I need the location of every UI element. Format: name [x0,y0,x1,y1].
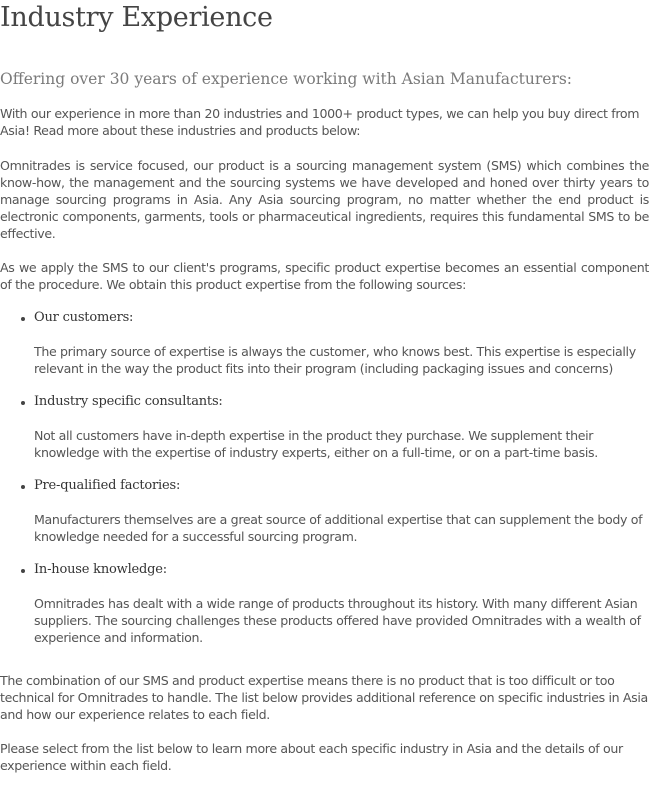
list-item [0,561,649,646]
list-item [0,477,649,545]
source-title: Our customers: [34,310,134,325]
combination-paragraph: The combination of our SMS and product expertise means there is no product that is too difficult or too technical for Omnitrades to handle. The list below provides additional reference on specific industries in Asia and how our experience relates to each field. [0,673,648,722]
bullet-icon [21,317,25,321]
select-paragraph: Please select from the list below to learn more about each specific industry in Asia and the details of our experience within each field. [0,741,623,773]
bullet-icon [21,485,25,489]
source-description: Manufacturers themselves are a great source of additional expertise that can supplement the body of knowledge needed for a successful sourcing program. [34,512,643,544]
apply-paragraph: As we apply the SMS to our client's programs, specific product expertise becomes an essential component of the procedure. We obtain this product expertise from the following sources: [0,260,649,292]
intro-paragraph: With our experience in more than 20 industries and 1000+ product types, we can help you buy direct from Asia! Read more about these industries and products below: [0,106,640,138]
source-title: Industry specific consultants: [34,394,223,409]
page-subtitle: Offering over 30 years of experience working with Asian Manufacturers: [0,70,573,88]
service-paragraph: Omnitrades is service focused, our product is a sourcing management system (SMS) which combines the know-how, the management and the sourcing systems we have developed and honed over thirty years to manage sourcing programs in Asia. Any Asia sourcing program, no matter whether the end product is electronic components, garments, tools or pharmaceutical ingredients, requires this fundamental SMS to be effective. [0,158,649,241]
expertise-sources-list [0,309,649,646]
list-item [0,309,649,377]
bullet-icon [21,401,25,405]
source-description: Not all customers have in-depth expertise in the product they purchase. We supplement their knowledge with the expertise of industry experts, either on a full-time, or on a part-time basis. [34,428,598,460]
source-title: In-house knowledge: [34,562,167,577]
source-description: The primary source of expertise is always the customer, who knows best. This expertise is especially relevant in the way the product fits into their program (including packaging issues and concerns) [34,344,636,376]
source-title: Pre-qualified factories: [34,478,181,493]
list-item [0,393,649,461]
bullet-icon [21,569,25,573]
source-description: Omnitrades has dealt with a wide range of products throughout its history. With many different Asian suppliers. The sourcing challenges these products offered have provided Omnitrades with a wealth of experience and information. [34,596,641,645]
page-title: Industry Experience [0,2,273,33]
